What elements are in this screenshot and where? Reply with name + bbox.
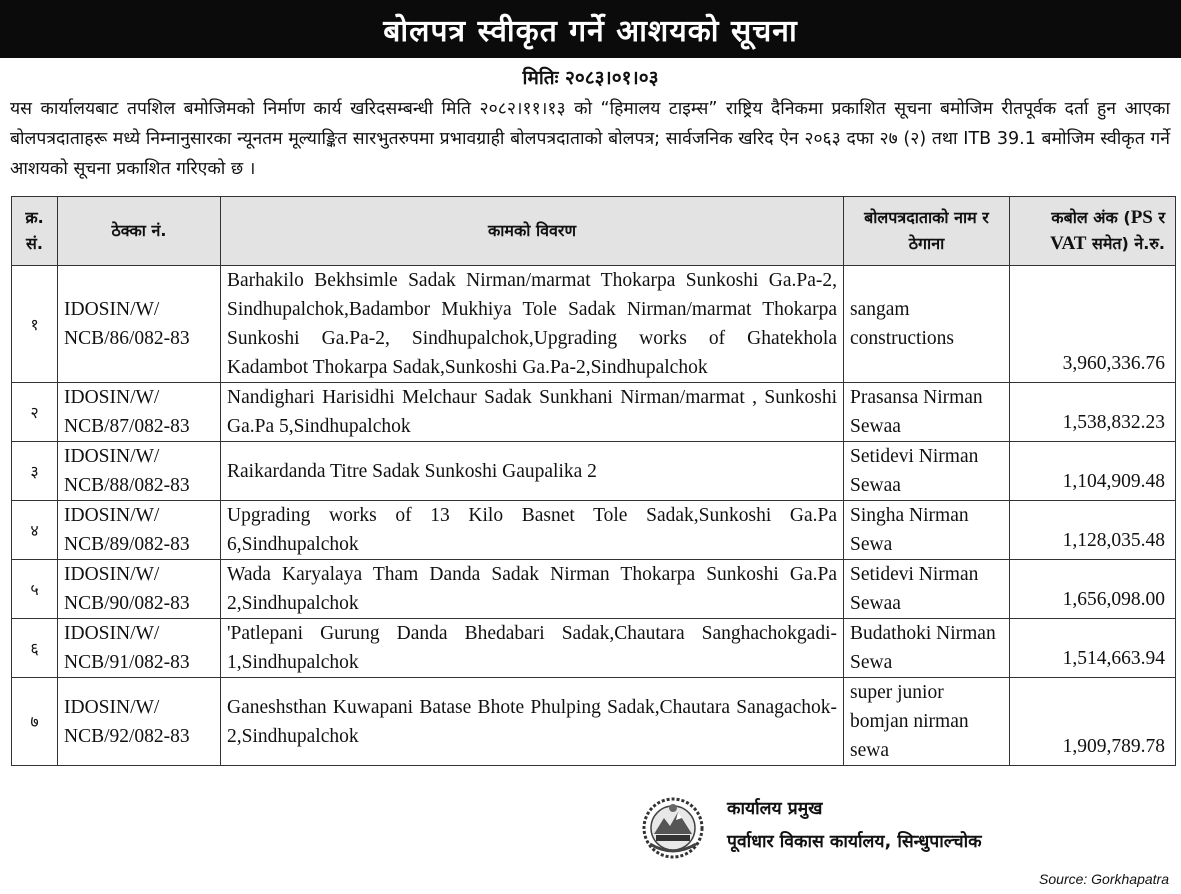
header-serial-number: क्र. सं. [12, 197, 58, 266]
table-row [12, 560, 1176, 619]
row-work-description: Ganeshsthan Kuwapani Batase Bhote Phulping Sadak,Chautara Sanagachok-2,Sindhupalchok [221, 678, 844, 766]
header-work-description: कामको विवरण [221, 197, 844, 266]
row-bid-amount: 1,656,098.00 [1010, 560, 1176, 619]
table-header-row [12, 197, 1176, 266]
row-bid-amount: 1,909,789.78 [1010, 678, 1176, 766]
header-contract-number: ठेक्का नं. [58, 197, 221, 266]
table-row [12, 678, 1176, 766]
notice-date: मितिः २०८३।०१।०३ [522, 67, 659, 89]
table-row [12, 501, 1176, 560]
source-credit: Source: Gorkhapatra [1039, 871, 1169, 887]
row-work-description: Wada Karyalaya Tham Danda Sadak Nirman Thokarpa Sunkoshi Ga.Pa 2,Sindhupalchok [221, 560, 844, 619]
row-contract-number: IDOSIN/W/ NCB/86/082-83 [58, 266, 221, 383]
row-bidder: Budathoki Nirman Sewa [844, 619, 1010, 678]
row-bid-amount: 3,960,336.76 [1010, 266, 1176, 383]
row-contract-number: IDOSIN/W/ NCB/92/082-83 [58, 678, 221, 766]
row-serial: १ [12, 266, 58, 383]
notice-title: बोलपत्र स्वीकृत गर्ने आशयको सूचना [383, 13, 798, 49]
row-bid-amount: 1,514,663.94 [1010, 619, 1176, 678]
row-bid-amount: 1,128,035.48 [1010, 501, 1176, 560]
row-serial: ५ [12, 560, 58, 619]
row-contract-number: IDOSIN/W/ NCB/90/082-83 [58, 560, 221, 619]
notice-title-bar [0, 0, 1181, 58]
row-serial: ६ [12, 619, 58, 678]
header-bidder: बोलपत्रदाताको नाम र ठेगाना [844, 197, 1010, 266]
row-contract-number: IDOSIN/W/ NCB/88/082-83 [58, 442, 221, 501]
office-name: पूर्वाधार विकास कार्यालय, सिन्धुपाल्चोक [727, 832, 982, 852]
row-serial: २ [12, 383, 58, 442]
row-bidder: Setidevi Nirman Sewaa [844, 560, 1010, 619]
header-bid-amount: कबोल अंक (PS र VAT समेत) ने.रु. [1010, 197, 1176, 266]
row-bid-amount: 1,538,832.23 [1010, 383, 1176, 442]
intro-paragraph: यस कार्यालयबाट तपशिल बमोजिमको निर्माण कार्य खरिदसम्बन्धी मिति २०८२।११।१३ को “हिमालय टाइम्स” राष्ट्रिय दैनिकमा प्रकाशित सूचना बमोजिम रीतपूर्वक दर्ता हुन आएका बोलपत्रदाताहरू मध्ये निम्नानुसारका न्यूनतम मूल्याङ्कित सारभुतरुपमा प्रभावग्राही बोलपत्रदाताको बोलपत्र; सार्वजनिक खरिद ऐन २०६३ दफा २७ (२) तथा ITB 39.1 बमोजिम स्वीकृत गर्ने आशयको सूचना प्रकाशित गरिएको छ । [10, 99, 1170, 179]
table-row [12, 383, 1176, 442]
row-contract-number: IDOSIN/W/ NCB/91/082-83 [58, 619, 221, 678]
signature-block [727, 793, 982, 859]
row-serial: ७ [12, 678, 58, 766]
row-contract-number: IDOSIN/W/ NCB/89/082-83 [58, 501, 221, 560]
row-bidder: super junior bomjan nirman sewa [844, 678, 1010, 766]
row-bid-amount: 1,104,909.48 [1010, 442, 1176, 501]
row-work-description: Nandighari Harisidhi Melchaur Sadak Sunkhani Nirman/marmat , Sunkoshi Ga.Pa 5,Sindhupalchok [221, 383, 844, 442]
nepal-government-emblem-icon [640, 796, 706, 860]
table-row [12, 442, 1176, 501]
table-row [12, 619, 1176, 678]
row-serial: ४ [12, 501, 58, 560]
row-bidder: sangam constructions [844, 266, 1010, 383]
row-work-description: Barhakilo Bekhsimle Sadak Nirman/marmat Thokarpa Sunkoshi Ga.Pa-2, Sindhupalchok,Badambor Mukhiya Tole Sadak Nirman/marmat Thokarpa Sunkoshi Ga.Pa-2, Sindhupalchok,Upgrading works of Ghatekhola Kadambot Thokarpa Sadak,Sunkoshi Ga.Pa-2,Sindhupalchok [221, 266, 844, 383]
row-work-description: 'Patlepani Gurung Danda Bhedabari Sadak,Chautara Sanghachokgadi-1,Sindhupalchok [221, 619, 844, 678]
row-contract-number: IDOSIN/W/ NCB/87/082-83 [58, 383, 221, 442]
bid-acceptance-table [11, 196, 1176, 766]
row-work-description: Upgrading works of 13 Kilo Basnet Tole Sadak,Sunkoshi Ga.Pa 6,Sindhupalchok [221, 501, 844, 560]
row-bidder: Setidevi Nirman Sewaa [844, 442, 1010, 501]
row-bidder: Prasansa Nirman Sewaa [844, 383, 1010, 442]
signatory-title: कार्यालय प्रमुख [727, 799, 823, 819]
row-serial: ३ [12, 442, 58, 501]
row-work-description: Raikardanda Titre Sadak Sunkoshi Gaupalika 2 [221, 442, 844, 501]
table-row [12, 266, 1176, 383]
row-bidder: Singha Nirman Sewa [844, 501, 1010, 560]
